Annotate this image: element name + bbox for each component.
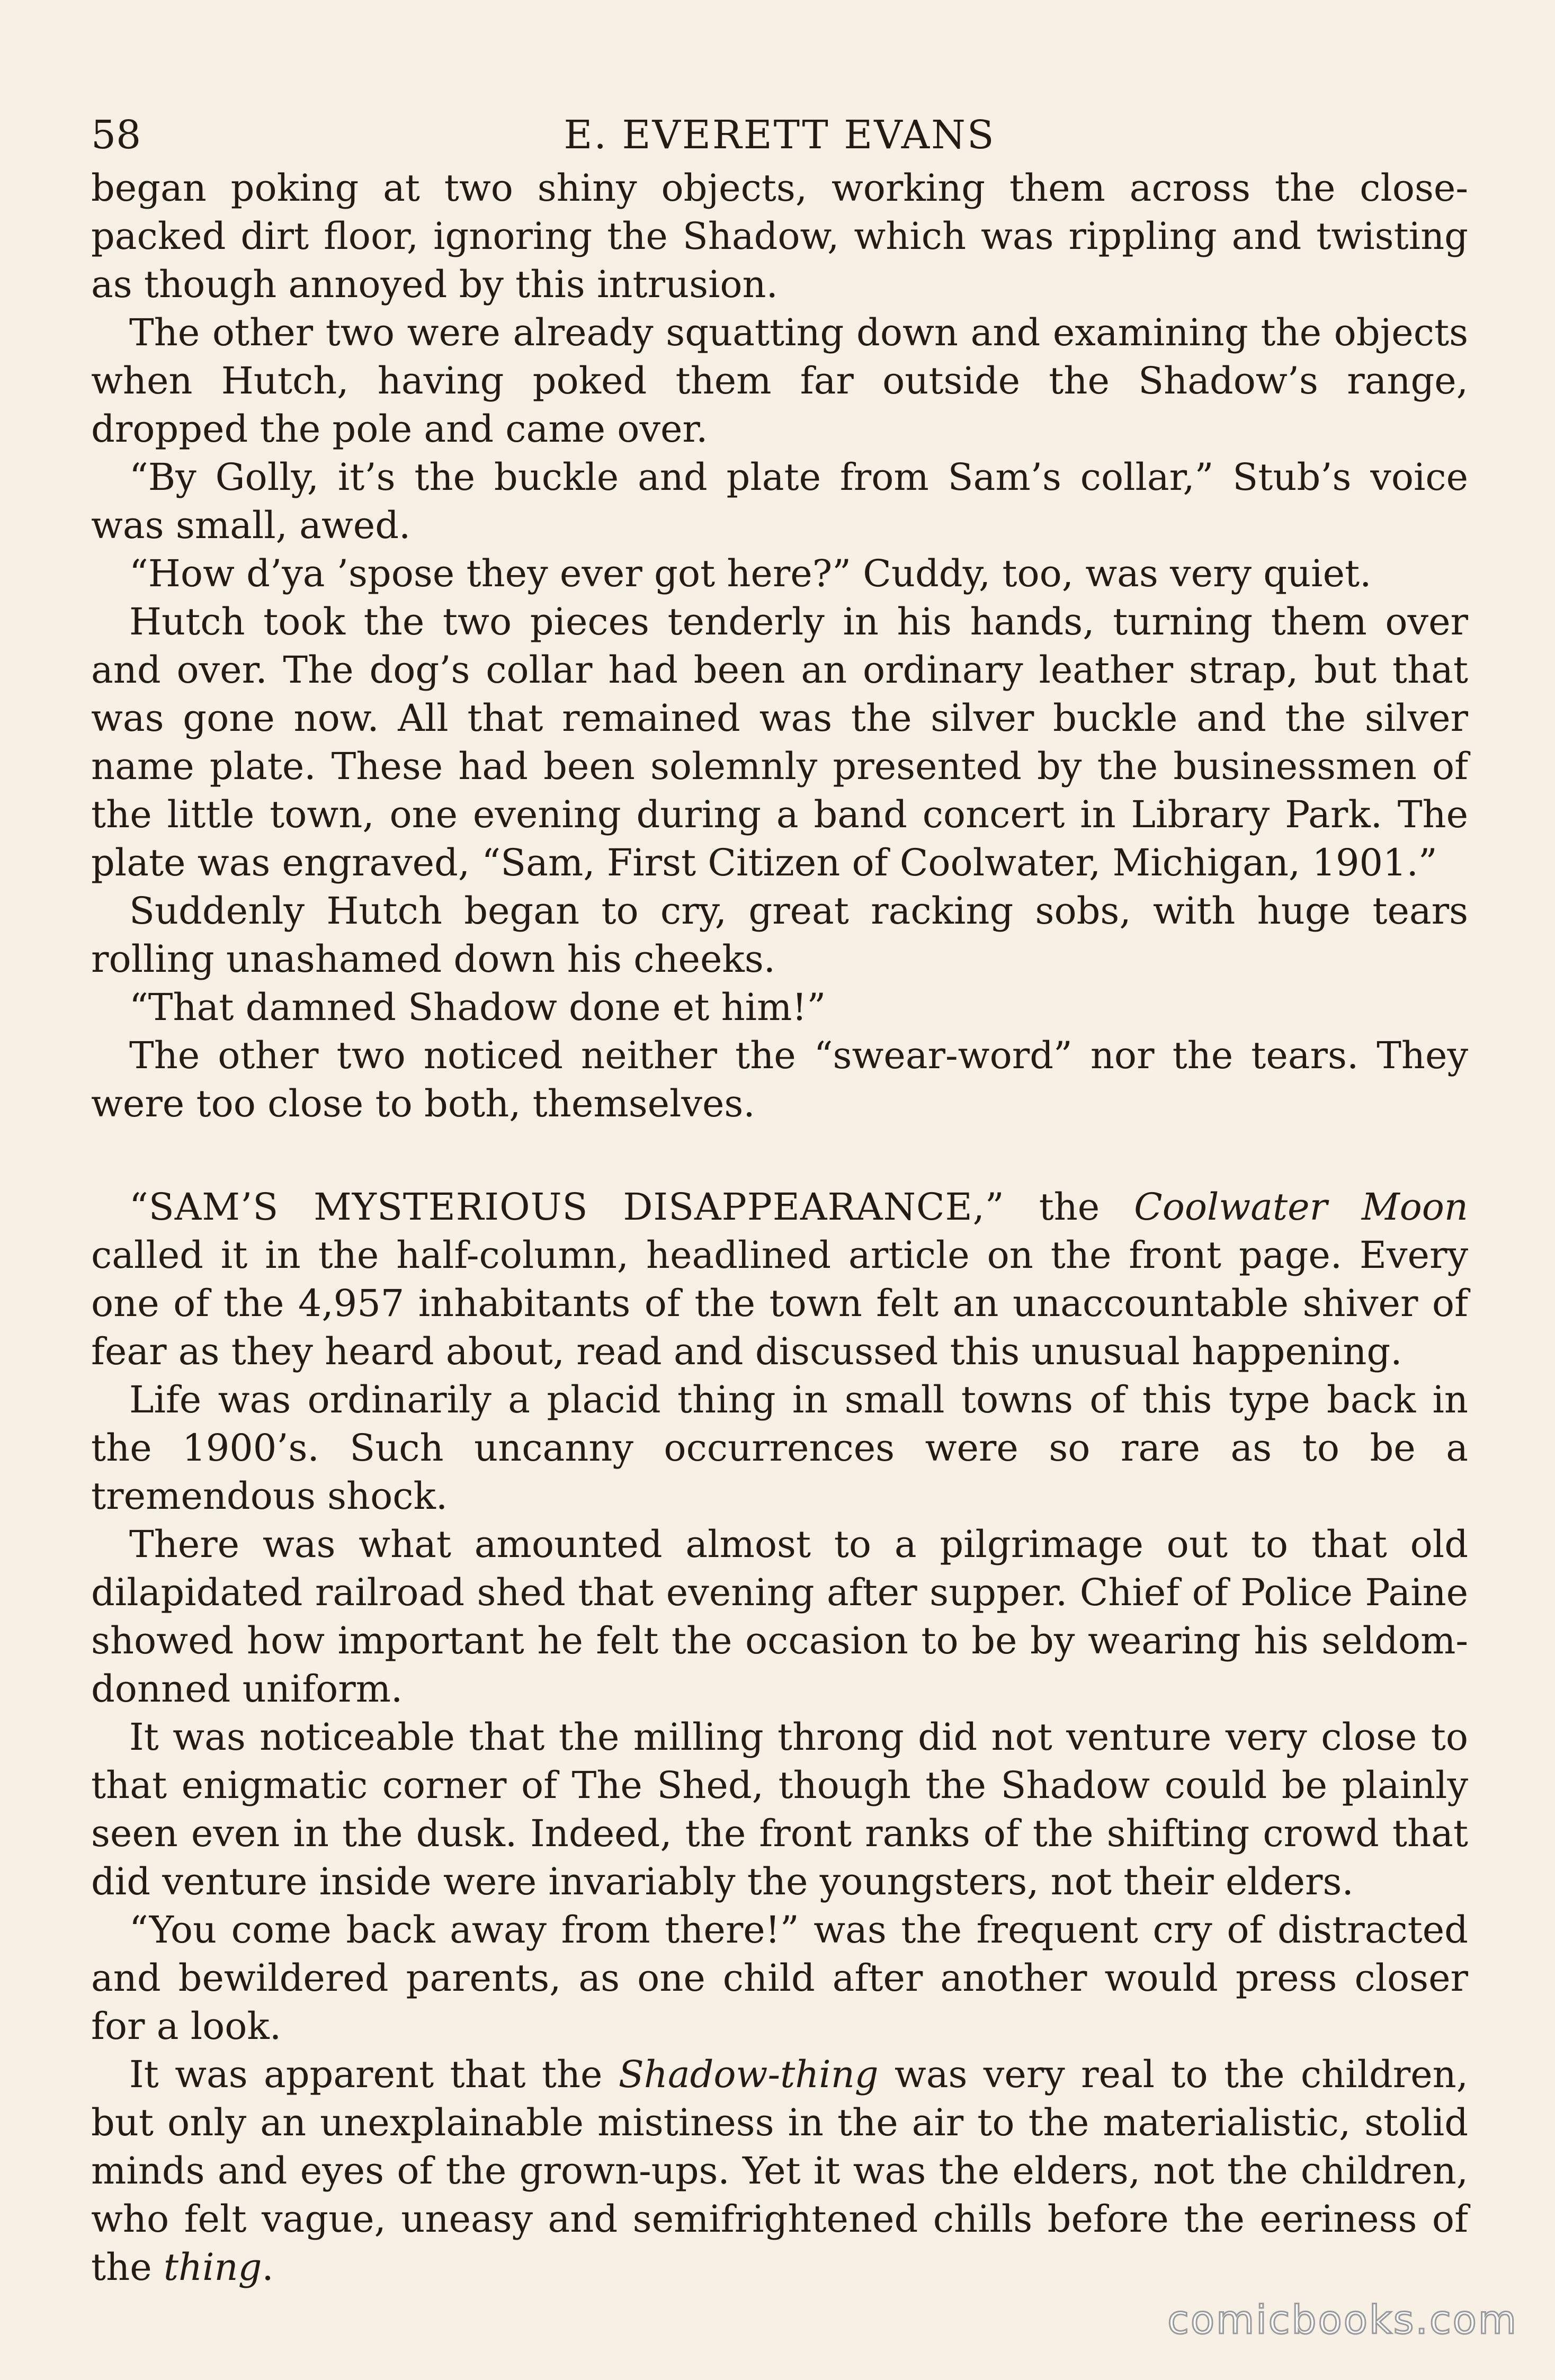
- page-content: [91, 106, 1468, 2292]
- running-head: [91, 106, 1468, 164]
- paragraph-8: The other two noticed neither the “swear-word” nor the tears. They were too close to both, themselves.: [91, 1034, 1468, 1125]
- paragraph-10: Life was ordinarily a placid thing in small towns of this type back in the 1900’s. Such uncanny occurrences were so rare as to be a tremendous shock.: [91, 1378, 1468, 1518]
- paragraph-2: The other two were already squatting down and examining the objects when Hutch, having poked them far outside the Shadow’s range, dropped the pole and came over.: [91, 311, 1468, 451]
- paragraph-3: “By Golly, it’s the buckle and plate from Sam’s collar,” Stub’s voice was small, awed.: [91, 455, 1468, 547]
- paragraph-14-end: .: [262, 2245, 274, 2289]
- watermark: comicbooks.com: [1167, 2297, 1518, 2343]
- paragraph-9: [91, 1183, 1468, 1376]
- paragraph-4: “How d’ya ’spose they ever got here?” Cuddy, too, was very quiet.: [129, 552, 1372, 595]
- paragraph-14-b: was very real to the children, but only an unexplainable mistiness in the air to the materialistic, stolid minds and eyes of the grown-ups. Yet it was the elders, not the children, who felt vague, uneasy and semifrightened chills before the eeriness of the: [91, 2053, 1468, 2289]
- paragraph-6: Suddenly Hutch began to cry, great racking sobs, with huge tears rolling unashamed down his cheeks.: [91, 889, 1468, 981]
- section-break: [91, 1128, 1468, 1183]
- paragraph-11: There was what amounted almost to a pilgrimage out to that old dilapidated railroad shed that evening after supper. Chief of Police Paine showed how important he felt the occasion to be by wearing his seldom-donned uniform.: [91, 1523, 1468, 1711]
- paragraph-1: began poking at two shiny objects, working them across the close-packed dirt floor, ignoring the Shadow, which was rippling and twisting as though annoyed by this intrusion.: [91, 166, 1468, 306]
- paragraph-14: [91, 2051, 1468, 2292]
- paragraph-13: “You come back away from there!” was the frequent cry of distracted and bewildered parents, as one child after another would press closer for a look.: [91, 1908, 1468, 2048]
- paragraph-5: Hutch took the two pieces tenderly in his hands, turning them over and over. The dog’s collar had been an ordinary leather strap, but that was gone now. All that remained was the silver buckle and the silver name plate. These had been solemnly presented by the businessmen of the little town, one evening during a band concert in Library Park. The plate was engraved, “Sam, First Citizen of Coolwater, Michigan, 1901.”: [91, 600, 1468, 884]
- shadow-thing-emphasis: Shadow-thing: [618, 2053, 879, 2096]
- running-title: E. EVERETT EVANS: [564, 112, 996, 158]
- thing-emphasis: thing: [163, 2245, 262, 2289]
- paragraph-14-a: It was apparent that the: [129, 2053, 603, 2096]
- page-number: 58: [91, 112, 141, 158]
- paragraph-9-the: the: [1039, 1185, 1100, 1229]
- headline-quote: “SAM’S MYSTERIOUS DISAPPEARANCE,”: [129, 1185, 1005, 1229]
- newspaper-name: Coolwater Moon: [1134, 1185, 1468, 1229]
- paragraph-7: “That damned Shadow done et him!”: [129, 986, 826, 1029]
- paragraph-12: It was noticeable that the milling throng did not venture very close to that enigmatic corner of The Shed, though the Shadow could be plainly seen even in the dusk. Indeed, the front ranks of the shifting crowd that did venture inside were invariably the youngsters, not their elders.: [91, 1715, 1468, 1903]
- paragraph-9-rest: called it in the half-column, headlined article on the front page. Every one of the 4,957 inhabitants of the town felt an unaccountable shiver of fear as they heard about, read and discussed this unusual happening.: [91, 1233, 1468, 1373]
